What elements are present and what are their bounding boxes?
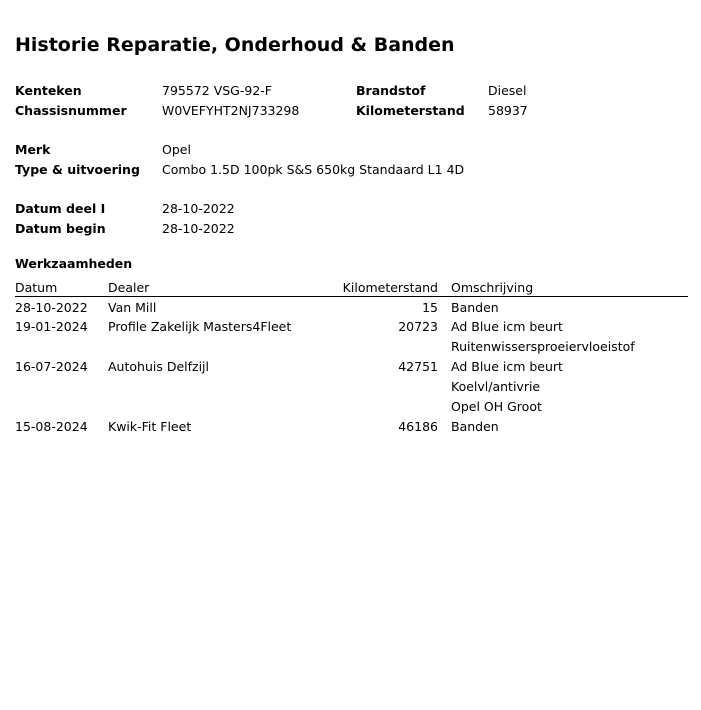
header-divider (15, 296, 688, 297)
kenteken-label: Kenteken (15, 83, 82, 98)
header-datum: Datum (15, 280, 58, 295)
row-3-omschrijving-1: Ad Blue icm beurt (451, 359, 563, 374)
chassis-label: Chassisnummer (15, 103, 127, 118)
row-1-dealer: Van Mill (108, 300, 157, 315)
row-1-km: 15 (422, 300, 438, 315)
kilometerstand-value: 58937 (488, 103, 528, 118)
row-3-omschrijving-2: Koelvl/antivrie (451, 379, 541, 394)
header-omschrijving: Omschrijving (451, 280, 534, 295)
row-3-km: 42751 (398, 359, 438, 374)
chassis-value: W0VEFYHT2NJ733298 (162, 103, 300, 118)
row-4-dealer: Kwik-Fit Fleet (108, 419, 192, 434)
brandstof-value: Diesel (488, 83, 527, 98)
row-2-km: 20723 (398, 319, 438, 334)
row-4-datum: 15-08-2024 (15, 419, 88, 434)
row-4-km: 46186 (398, 419, 438, 434)
row-3-datum: 16-07-2024 (15, 359, 88, 374)
datum-begin-value: 28-10-2022 (162, 221, 235, 236)
type-label: Type & uitvoering (15, 162, 140, 177)
datum-deel-value: 28-10-2022 (162, 201, 235, 216)
brandstof-label: Brandstof (356, 83, 426, 98)
header-dealer: Dealer (108, 280, 150, 295)
row-2-datum: 19-01-2024 (15, 319, 88, 334)
type-value: Combo 1.5D 100pk S&S 650kg Standaard L1 4D (162, 162, 465, 177)
row-1-datum: 28-10-2022 (15, 300, 88, 315)
row-3-omschrijving-3: Opel OH Groot (451, 399, 542, 414)
row-4-omschrijving-1: Banden (451, 419, 499, 434)
werkzaamheden-title: Werkzaamheden (15, 256, 133, 271)
row-2-dealer: Profile Zakelijk Masters4Fleet (108, 319, 292, 334)
header-kilometerstand: Kilometerstand (342, 280, 438, 295)
kenteken-value: 795572 VSG-92-F (162, 83, 272, 98)
kilometerstand-label: Kilometerstand (356, 103, 465, 118)
merk-label: Merk (15, 142, 51, 157)
datum-begin-label: Datum begin (15, 221, 106, 236)
merk-value: Opel (162, 142, 191, 157)
row-2-omschrijving-1: Ad Blue icm beurt (451, 319, 563, 334)
datum-deel-label: Datum deel I (15, 201, 106, 216)
row-1-omschrijving-1: Banden (451, 300, 499, 315)
row-3-dealer: Autohuis Delfzijl (108, 359, 209, 374)
page-title: Historie Reparatie, Onderhoud & Banden (15, 34, 455, 56)
row-2-omschrijving-2: Ruitenwissersproeiervloeistof (451, 339, 635, 354)
